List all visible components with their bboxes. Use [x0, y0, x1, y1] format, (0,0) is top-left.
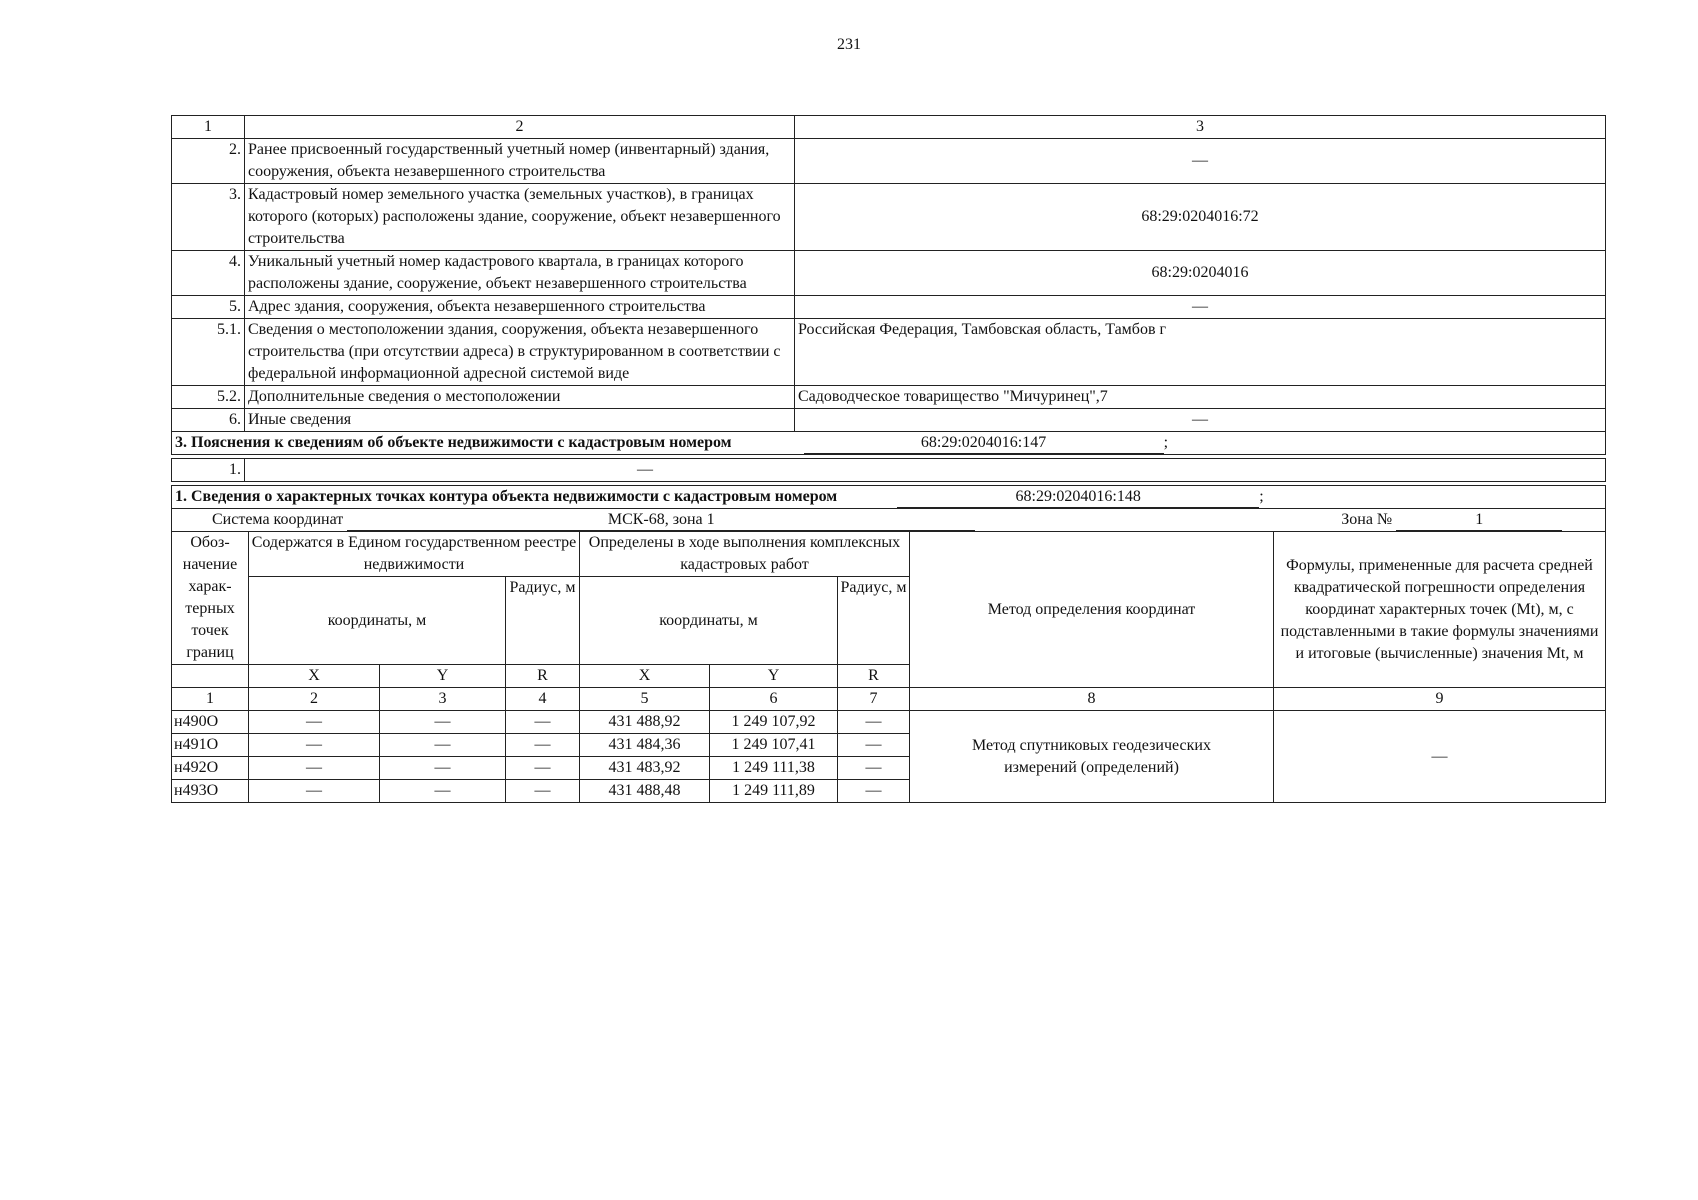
header-formulas: Формулы, примененные для расчета средней квадратической погрешности определения координат характерных точек (Mt), м, с подставленными в такие формулы значениями и итоговые (вычисленные) значения Mt, м [1274, 532, 1606, 688]
row-number: 1. [172, 459, 245, 482]
header-designation-cont [172, 665, 249, 688]
row-value: — [245, 459, 1606, 482]
point-r-old: — [506, 780, 580, 803]
col-number: 2 [249, 688, 380, 711]
row-number: 5.2. [172, 386, 245, 409]
coord-system [172, 509, 1606, 532]
row-number: 4. [172, 251, 245, 296]
point-x-old: — [249, 780, 380, 803]
section3-title-text: 3. Пояснения к сведениям об объекте недвижимости с кадастровым номером [175, 434, 732, 451]
header-radius-new: Радиус, м [838, 577, 910, 665]
header-x-new: X [580, 665, 710, 688]
column-numbers-row [172, 688, 1606, 711]
section3-cadastral-number: 68:29:0204016:147 [804, 433, 1164, 454]
section1-title [172, 486, 1606, 509]
header-y-new: Y [710, 665, 838, 688]
table-row [172, 386, 1606, 409]
coord-system-row [172, 509, 1606, 532]
col-number: 3 [380, 688, 506, 711]
contour-points-table [171, 485, 1606, 803]
point-y-old: — [380, 757, 506, 780]
point-r: — [838, 780, 910, 803]
header-method: Метод определения координат [910, 532, 1274, 688]
point-x-old: — [249, 757, 380, 780]
point-x: 431 488,92 [580, 711, 710, 734]
header-y-old: Y [380, 665, 506, 688]
table-row [172, 296, 1606, 319]
point-id: н491О [172, 734, 249, 757]
point-id: н493О [172, 780, 249, 803]
point-y: 1 249 111,89 [710, 780, 838, 803]
method-value: Метод спутниковых геодезических измерений (определений) [910, 711, 1274, 803]
section1-end-mark: ; [1259, 488, 1264, 505]
cadastral-sheet [171, 115, 1605, 803]
header-r-new: R [838, 665, 910, 688]
point-y: 1 249 107,92 [710, 711, 838, 734]
point-r: — [838, 734, 910, 757]
row-value: 68:29:0204016 [795, 251, 1606, 296]
point-id: н490О [172, 711, 249, 734]
row-label: Уникальный учетный номер кадастрового квартала, в границах которого расположены здание, сооружение, объект незавершенного строительства [245, 251, 795, 296]
row-number: 5. [172, 296, 245, 319]
section3-end-mark: ; [1163, 434, 1169, 451]
row-value: — [795, 296, 1606, 319]
row-value: 68:29:0204016:72 [795, 184, 1606, 251]
table-row [172, 184, 1606, 251]
zone-value: 1 [1396, 510, 1562, 531]
point-x: 431 488,48 [580, 780, 710, 803]
col-number: 9 [1274, 688, 1606, 711]
col-number: 7 [838, 688, 910, 711]
point-x-old: — [249, 734, 380, 757]
row-number: 2. [172, 139, 245, 184]
table-row [172, 319, 1606, 386]
point-id: н492О [172, 757, 249, 780]
table-row [172, 409, 1606, 432]
section1-cadastral-number: 68:29:0204016:148 [897, 487, 1259, 508]
point-y: 1 249 111,38 [710, 757, 838, 780]
section3-title-row [172, 432, 1606, 455]
section3-title [172, 432, 1606, 455]
header-col-2: 2 [245, 116, 795, 139]
section1-title-row [172, 486, 1606, 509]
header-col-3: 3 [795, 116, 1606, 139]
row-label: Иные сведения [245, 409, 795, 432]
row-label: Кадастровый номер земельного участка (земельных участков), в границах которого (которых) расположены здание, сооружение, объект незавершенного строительства [245, 184, 795, 251]
point-r-old: — [506, 711, 580, 734]
col-number: 5 [580, 688, 710, 711]
row-number: 6. [172, 409, 245, 432]
point-y-old: — [380, 780, 506, 803]
coord-system-value: МСК-68, зона 1 [347, 510, 975, 531]
header-coords-old: координаты, м [249, 577, 506, 665]
col-number: 8 [910, 688, 1274, 711]
point-x-old: — [249, 711, 380, 734]
row-label: Ранее присвоенный государственный учетный номер (инвентарный) здания, сооружения, объекта незавершенного строительства [245, 139, 795, 184]
table-row [172, 139, 1606, 184]
characteristics-table [171, 115, 1606, 486]
table-row [172, 711, 1606, 734]
row-label: Дополнительные сведения о местоположении [245, 386, 795, 409]
formula-value: — [1274, 711, 1606, 803]
col-number: 6 [710, 688, 838, 711]
point-r: — [838, 757, 910, 780]
header-designation: Обоз-начение харак-терных точек границ [172, 532, 249, 665]
zone-label: Зона № [1341, 511, 1393, 528]
table-row [172, 459, 1606, 482]
point-x: 431 484,36 [580, 734, 710, 757]
col-number: 4 [506, 688, 580, 711]
row-number: 3. [172, 184, 245, 251]
point-y-old: — [380, 711, 506, 734]
header-r-old: R [506, 665, 580, 688]
row-label: Сведения о местоположении здания, сооружения, объекта незавершенного строительства (при отсутствии адреса) в структурированном в соответствии с федеральной информационной адресной системой виде [245, 319, 795, 386]
row-value: — [795, 409, 1606, 432]
header-coords-new: координаты, м [580, 577, 838, 665]
row-value: Российская Федерация, Тамбовская область, Тамбов г [795, 319, 1606, 386]
point-r-old: — [506, 734, 580, 757]
section1-title-text: 1. Сведения о характерных точках контура объекта недвижимости с кадастровым номером [175, 488, 838, 505]
row-number: 5.1. [172, 319, 245, 386]
row-label: Адрес здания, сооружения, объекта незавершенного строительства [245, 296, 795, 319]
col-number: 1 [172, 688, 249, 711]
point-x: 431 483,92 [580, 757, 710, 780]
page-number: 231 [837, 36, 861, 53]
coord-system-label: Система координат [212, 511, 344, 528]
header-row [172, 116, 1606, 139]
row-value: Садоводческое товарищество "Мичуринец",7 [795, 386, 1606, 409]
row-value: — [795, 139, 1606, 184]
header-in-registry: Содержатся в Едином государственном реестре недвижимости [249, 532, 580, 577]
table-row [172, 251, 1606, 296]
header-col-1: 1 [172, 116, 245, 139]
point-r: — [838, 711, 910, 734]
point-y: 1 249 107,41 [710, 734, 838, 757]
header-determined: Определены в ходе выполнения комплексных кадастровых работ [580, 532, 910, 577]
header-radius-old: Радиус, м [506, 577, 580, 665]
point-y-old: — [380, 734, 506, 757]
header-x-old: X [249, 665, 380, 688]
point-r-old: — [506, 757, 580, 780]
